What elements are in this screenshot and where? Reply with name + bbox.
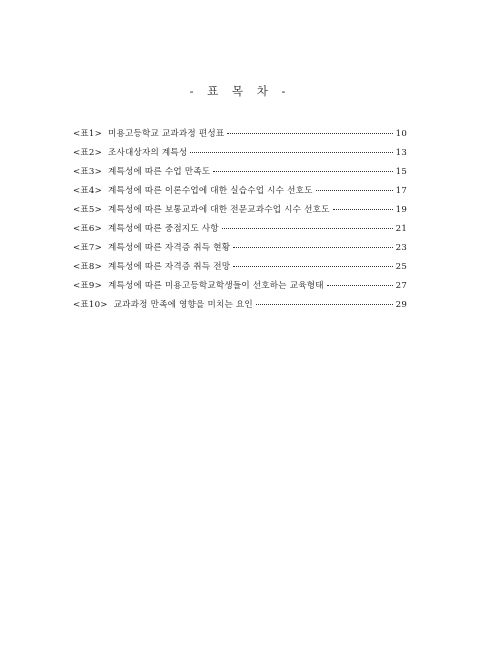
toc-entry-label: <표4> — [73, 186, 102, 196]
toc-entry-title: 계특성에 따른 미용고등학교학생들이 선호하는 교육형태 — [107, 281, 324, 291]
table-of-contents — [73, 127, 407, 317]
toc-entry-label: <표2> — [73, 148, 102, 158]
toc-dot-leader — [233, 247, 392, 248]
toc-entry-label: <표8> — [73, 262, 102, 272]
toc-entry-title: 조사대상자의 계특성 — [107, 148, 188, 158]
toc-entry-title: 계특성에 따른 보통교과에 대한 전문교과수업 시수 선호도 — [107, 205, 330, 215]
toc-entry — [73, 146, 407, 165]
toc-entry-page: 10 — [395, 129, 407, 139]
toc-entry-label: <표7> — [73, 243, 102, 253]
toc-entry-label: <표10> — [73, 300, 108, 310]
toc-entry-page: 21 — [395, 224, 407, 234]
toc-dot-leader — [233, 266, 392, 267]
toc-entry-page: 15 — [395, 167, 407, 177]
toc-entry-page: 25 — [395, 262, 407, 272]
toc-entry-page: 19 — [395, 205, 407, 215]
toc-dot-leader — [333, 209, 393, 210]
toc-entry-label: <표3> — [73, 167, 102, 177]
toc-dot-leader — [213, 171, 392, 172]
toc-entry — [73, 260, 407, 279]
toc-entry-title: 계특성에 따른 이론수업에 대한 실습수업 시수 선호도 — [107, 186, 313, 196]
toc-entry-page: 17 — [395, 186, 407, 196]
toc-dot-leader — [190, 152, 392, 153]
toc-entry-title: 계특성에 따른 자격증 취득 전망 — [107, 262, 231, 272]
toc-entry — [73, 241, 407, 260]
toc-dot-leader — [256, 304, 393, 305]
toc-entry-label: <표9> — [73, 281, 102, 291]
toc-entry-title: 교과과정 만족에 영향을 미치는 요인 — [113, 300, 253, 310]
toc-entry — [73, 165, 407, 184]
toc-entry-label: <표6> — [73, 224, 102, 234]
toc-entry — [73, 279, 407, 298]
toc-entry-label: <표1> — [73, 129, 102, 139]
toc-entry-page: 23 — [395, 243, 407, 253]
toc-dot-leader — [327, 285, 393, 286]
toc-entry-title: 계특성에 따른 중점지도 사항 — [107, 224, 219, 234]
toc-dot-leader — [222, 228, 393, 229]
toc-entry-label: <표5> — [73, 205, 102, 215]
toc-dot-leader — [316, 190, 393, 191]
toc-entry-title: 계특성에 따른 자격증 취득 현황 — [107, 243, 231, 253]
toc-entry — [73, 127, 407, 146]
toc-entry — [73, 203, 407, 222]
toc-entry — [73, 298, 407, 317]
toc-heading: - 표 목 차 - — [189, 84, 291, 98]
toc-entry-page: 27 — [395, 281, 407, 291]
toc-entry-page: 13 — [395, 148, 407, 158]
toc-dot-leader — [227, 133, 392, 134]
toc-entry — [73, 184, 407, 203]
toc-entry — [73, 222, 407, 241]
toc-entry-page: 29 — [395, 300, 407, 310]
toc-entry-title: 계특성에 따른 수업 만족도 — [107, 167, 211, 177]
toc-entry-title: 미용고등학교 교과과정 편성표 — [107, 129, 225, 139]
